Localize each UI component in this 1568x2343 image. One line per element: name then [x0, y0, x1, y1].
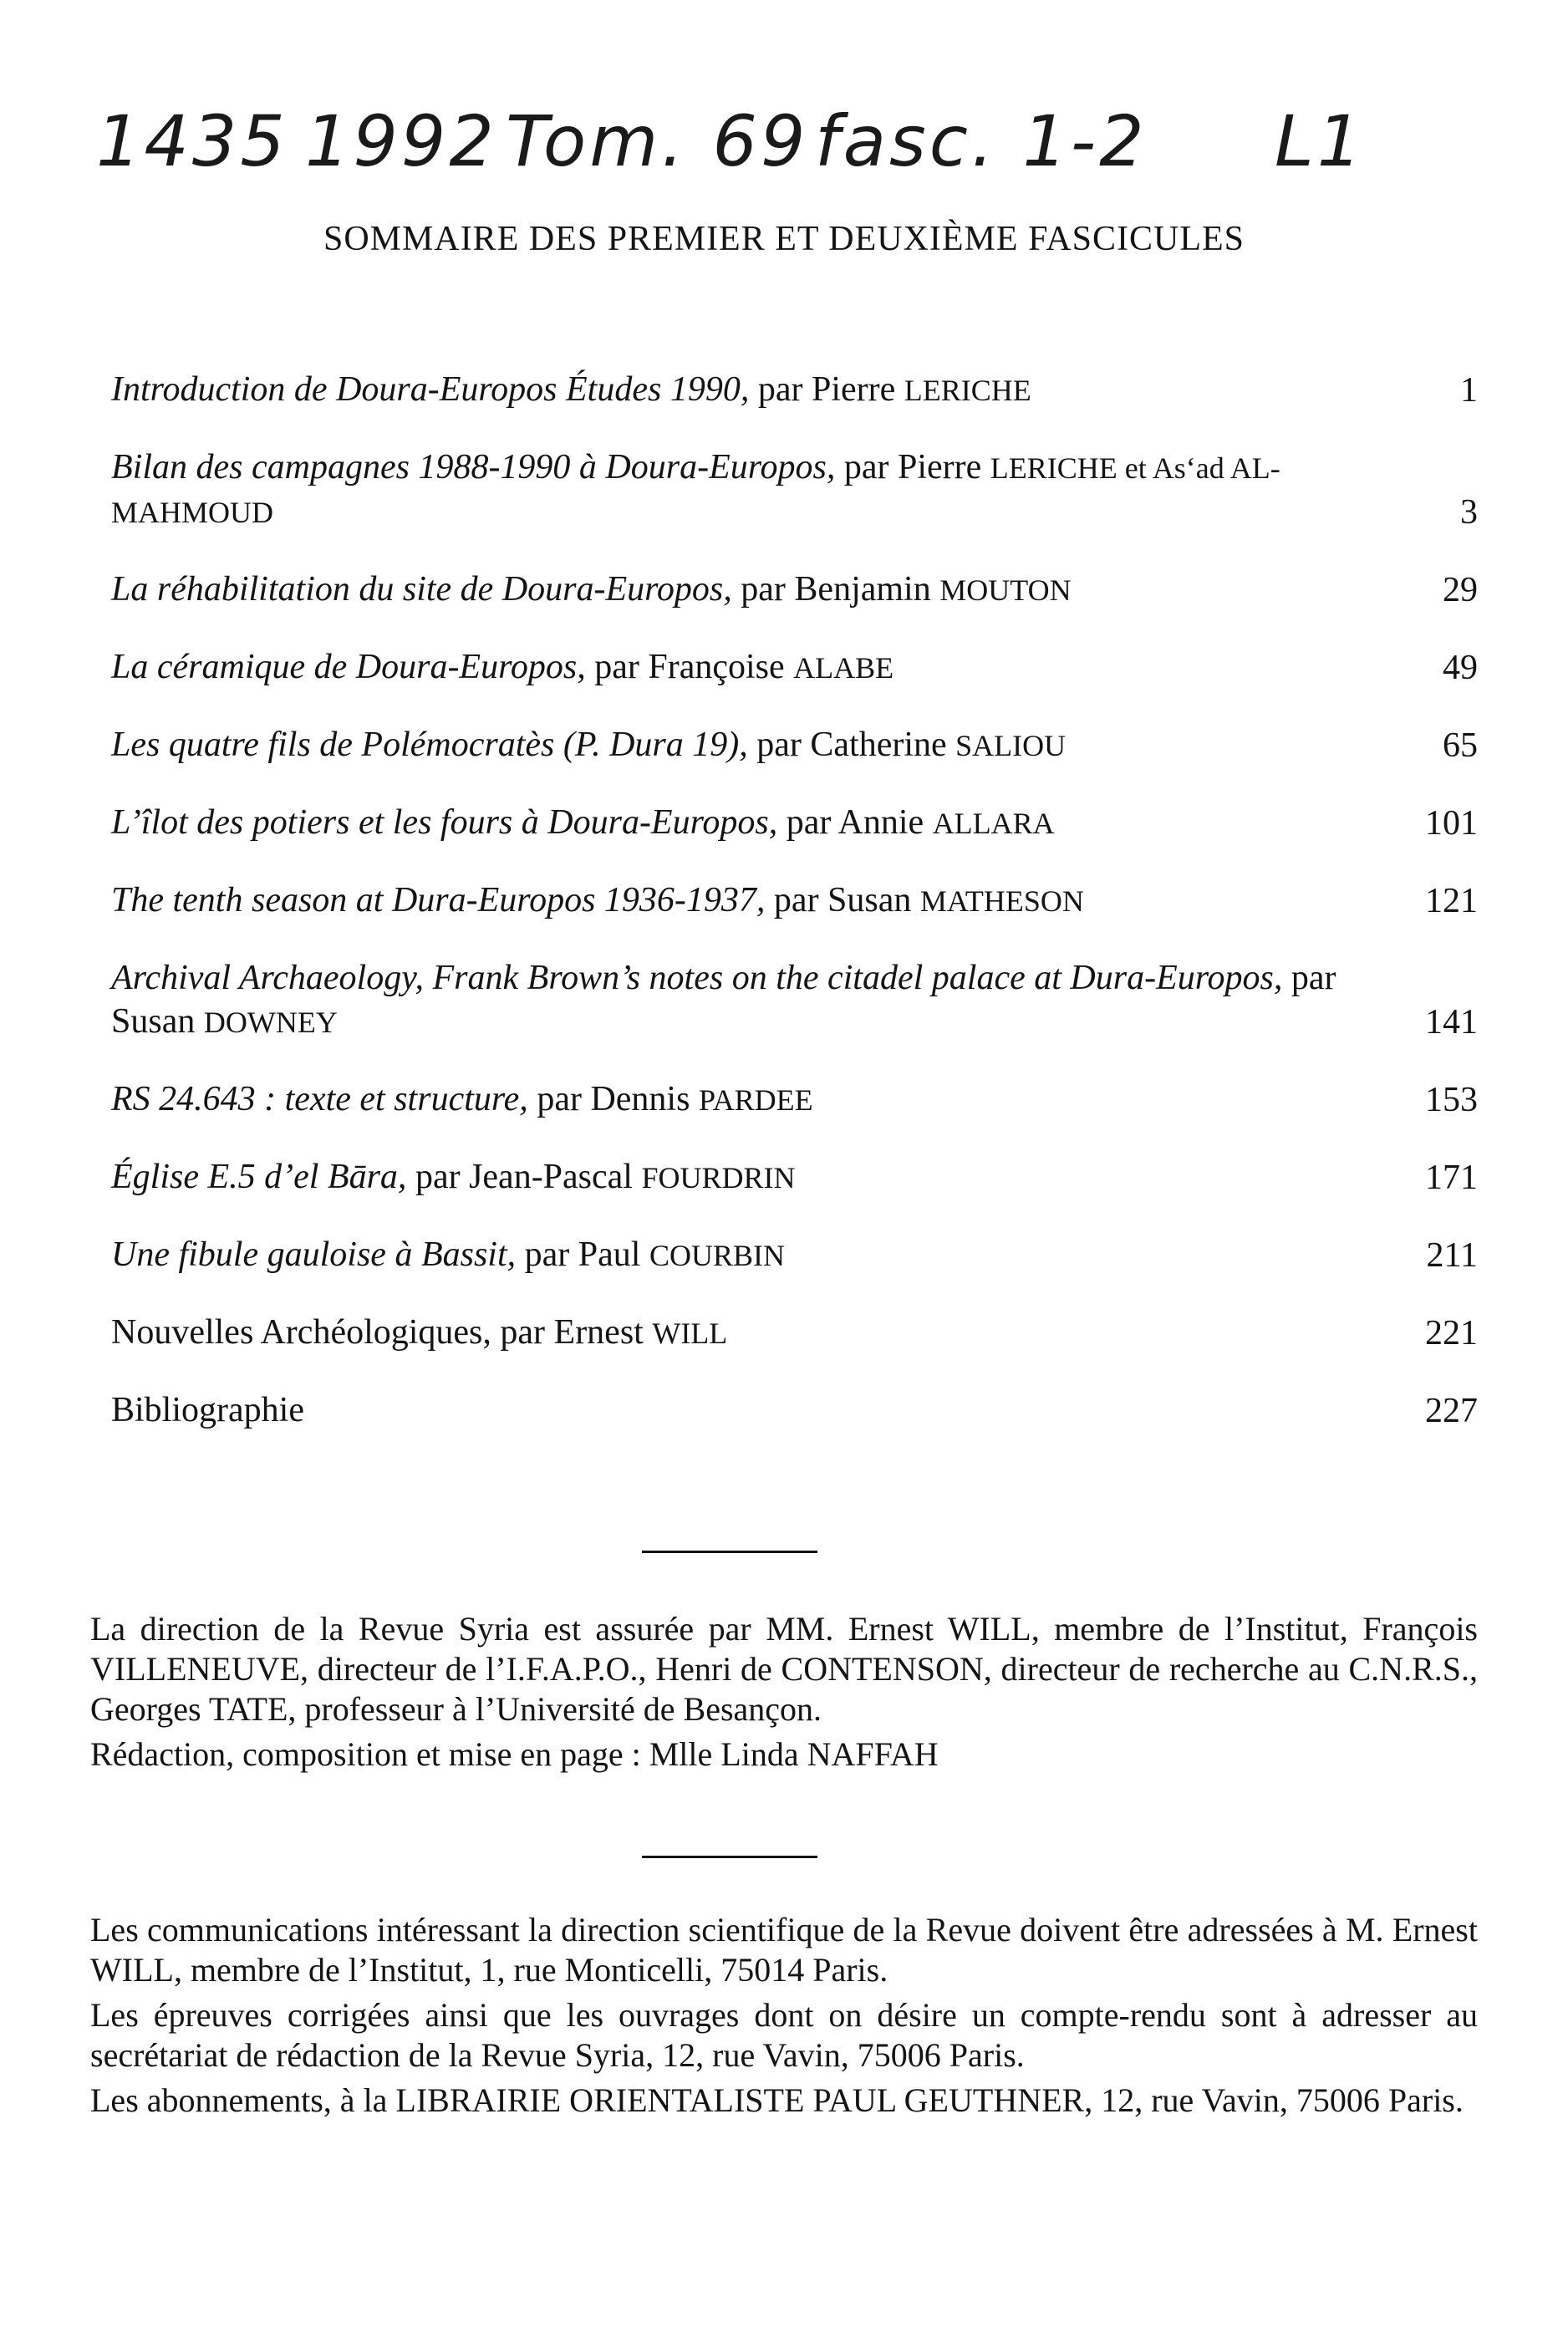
handwritten-note	[96, 100, 1484, 226]
handwritten-note-part: fasc. 1-2	[815, 100, 1148, 182]
communications-block	[90, 1910, 1478, 2126]
handwritten-note-part: 1992	[305, 100, 497, 182]
table-of-contents	[111, 368, 1478, 1433]
toc-par: par Jean-Pascal	[406, 1158, 642, 1196]
toc-title: La céramique de Doura-Europos,	[111, 648, 586, 686]
toc-par: par Paul	[516, 1235, 649, 1274]
toc-author: PARDEE	[698, 1083, 813, 1117]
epreuves-paragraph: Les épreuves corrigées ainsi que les ouvrages dont on désire un compte-rendu sont à adresser au secrétariat de rédaction de la Revue Syria, 12, rue Vavin, 75006 Paris.	[90, 1996, 1478, 2074]
toc-entry	[111, 1311, 1478, 1355]
page-title: SOMMAIRE DES PREMIER ET DEUXIÈME FASCICULES	[323, 220, 1245, 258]
toc-author: FOURDRIN	[641, 1161, 796, 1194]
toc-par: par Catherine	[747, 726, 956, 764]
toc-title: The tenth season at Dura-Europos 1936-1937,	[111, 881, 766, 919]
toc-par: par Françoise	[585, 648, 794, 686]
toc-author: MOUTON	[939, 573, 1072, 607]
toc-entry	[111, 1155, 1478, 1200]
toc-par: Bibliographie	[111, 1391, 304, 1429]
toc-par: par Dennis	[527, 1080, 699, 1118]
toc-title: RS 24.643 : texte et structure,	[111, 1080, 528, 1118]
toc-entry	[111, 801, 1478, 845]
handwritten-note-part: Tom. 69	[506, 100, 809, 182]
toc-page: 29	[1443, 571, 1478, 609]
toc-entry	[111, 1388, 1478, 1433]
toc-author: SALIOU	[955, 729, 1067, 762]
toc-author: LERICHE	[904, 374, 1031, 407]
toc-entry	[111, 645, 1478, 690]
toc-title: Archival Archaeology, Frank Brown’s notes on the citadel palace at Dura-Europos,	[111, 959, 1283, 997]
toc-author: COURBIN	[649, 1239, 785, 1272]
section-divider	[642, 1856, 817, 1858]
toc-entry	[111, 1233, 1478, 1277]
direction-block	[90, 1609, 1478, 1780]
toc-entry	[111, 956, 1478, 1044]
toc-title: Les quatre fils de Polémocratès (P. Dura 19),	[111, 726, 748, 764]
toc-page: 227	[1425, 1392, 1478, 1430]
toc-page: 1	[1460, 371, 1478, 410]
toc-page: 101	[1425, 804, 1478, 843]
handwritten-note-part: 1435	[96, 100, 288, 182]
toc-title: L’îlot des potiers et les fours à Doura-Europos,	[111, 803, 778, 842]
toc-par: par Pierre	[835, 448, 990, 486]
toc-title: Une fibule gauloise à Bassit,	[111, 1235, 517, 1274]
toc-page: 153	[1425, 1081, 1478, 1119]
toc-page: 65	[1443, 726, 1478, 765]
toc-page: 3	[1460, 493, 1478, 532]
toc-page: 221	[1425, 1314, 1478, 1352]
toc-page: 49	[1443, 649, 1478, 687]
toc-page: 211	[1426, 1236, 1478, 1275]
toc-author: ALLARA	[932, 807, 1055, 840]
communications-paragraph: Les communications intéressant la direction scientifique de la Revue doivent être adressées à M. Ernest WILL, membre de l’Institut, 1, rue Monticelli, 75014 Paris.	[90, 1911, 1478, 1989]
handwritten-note-part: L1	[1275, 100, 1366, 182]
toc-author: DOWNEY	[203, 1006, 338, 1039]
toc-title: Bilan des campagnes 1988-1990 à Doura-Europos,	[111, 448, 836, 486]
toc-entry	[111, 723, 1478, 767]
toc-par: par Benjamin	[731, 570, 940, 609]
toc-entry	[111, 568, 1478, 612]
toc-entry	[111, 879, 1478, 923]
redaction-paragraph: Rédaction, composition et mise en page : Mlle Linda NAFFAH	[90, 1735, 939, 1773]
toc-author: ALABE	[793, 651, 894, 685]
toc-par: par Susan	[765, 881, 920, 919]
toc-page: 141	[1425, 1003, 1478, 1042]
toc-par: par Annie	[777, 803, 933, 842]
toc-title: Église E.5 d’el Bāra,	[111, 1158, 407, 1196]
toc-par: par Pierre	[749, 370, 904, 409]
toc-entry	[111, 446, 1478, 534]
section-divider	[642, 1551, 817, 1553]
toc-par: Nouvelles Archéologiques, par Ernest	[111, 1313, 653, 1352]
toc-title: La réhabilitation du site de Doura-Europos,	[111, 570, 732, 609]
toc-author: MATHESON	[919, 884, 1084, 918]
toc-par: par Susan	[111, 959, 1336, 1041]
toc-entry	[111, 1077, 1478, 1122]
direction-paragraph: La direction de la Revue Syria est assurée par MM. Ernest WILL, membre de l’Institut, François VILLENEUVE, directeur de l’I.F.A.P.O., Henri de CONTENSON, directeur de recherche au C.N.R.S., Georges TATE, professeur à l’Université de Besançon.	[90, 1610, 1478, 1728]
toc-page: 171	[1425, 1159, 1478, 1197]
toc-author: WILL	[652, 1317, 728, 1350]
toc-entry	[111, 368, 1478, 412]
abonnements-paragraph: Les abonnements, à la LIBRAIRIE ORIENTALISTE PAUL GEUTHNER, 12, rue Vavin, 75006 Paris.	[90, 2081, 1464, 2119]
toc-author: LERICHE et As‘ad AL-MAHMOUD	[111, 451, 1280, 529]
toc-page: 121	[1425, 882, 1478, 920]
toc-title: Introduction de Doura-Europos Études 1990,	[111, 370, 750, 409]
